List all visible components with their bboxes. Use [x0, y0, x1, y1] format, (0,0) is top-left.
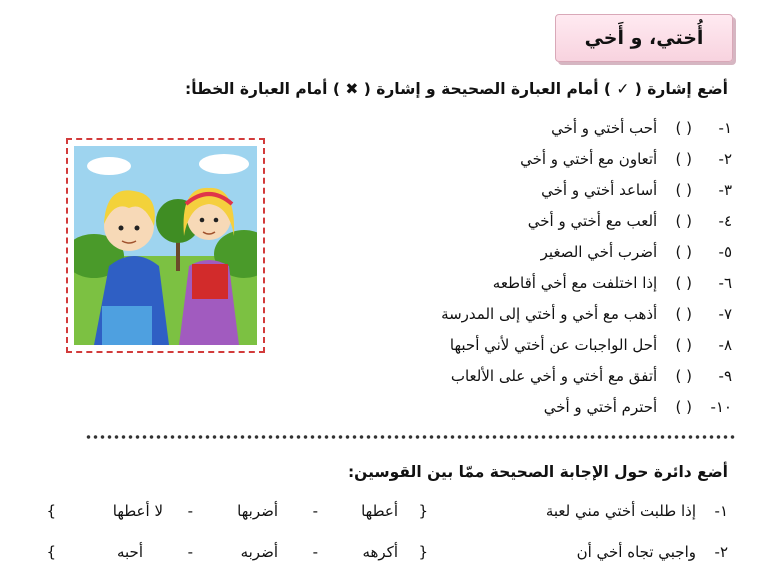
worksheet-title: [555, 14, 733, 62]
close-brace: }: [46, 502, 56, 520]
separator: -: [312, 543, 318, 561]
open-brace: {: [418, 543, 428, 561]
option-2[interactable]: أضربه: [240, 543, 278, 561]
item-number: ٣-: [718, 181, 732, 199]
item-text: أحب أختي و أخي: [551, 119, 658, 137]
question-row: [40, 496, 728, 526]
answer-box[interactable]: ( ): [675, 398, 692, 416]
item-number: ٧-: [718, 305, 732, 323]
separator: -: [187, 502, 193, 520]
siblings-image: [74, 146, 257, 345]
answer-box[interactable]: ( ): [675, 119, 692, 137]
title-text: أُختي، و أَخي: [584, 27, 704, 49]
question-row: [40, 537, 728, 567]
item-text: أضرب أخي الصغير: [540, 243, 658, 261]
answer-box[interactable]: ( ): [675, 150, 692, 168]
item-text: أساعد أختي و أخي: [541, 181, 658, 199]
list-item: [402, 175, 732, 206]
item-text: أتعاون مع أختي و أخي: [520, 150, 658, 168]
option-1[interactable]: أكرهه: [362, 543, 398, 561]
item-number: ٥-: [718, 243, 732, 261]
separator: -: [312, 502, 318, 520]
option-2[interactable]: أضربها: [237, 502, 278, 520]
item-number: ١-: [718, 119, 732, 137]
question-text: واجبي تجاه أخي أن: [576, 543, 696, 561]
item-text: إذا اختلفت مع أخي أقاطعه: [492, 274, 658, 292]
question-number: ٢-: [714, 543, 728, 561]
answer-box[interactable]: ( ): [675, 181, 692, 199]
section2-instruction: أضع دائرة حول الإجابة الصحيحة ممّا بين القوسين:: [347, 463, 728, 481]
option-1[interactable]: أعطها: [361, 502, 398, 520]
item-number: ٤-: [718, 212, 732, 230]
question-text: إذا طلبت أختي مني لعبة: [545, 502, 696, 520]
option-3[interactable]: لا أعطها: [112, 502, 163, 520]
item-number: ١٠-: [710, 398, 732, 416]
option-3[interactable]: أحبه: [116, 543, 143, 561]
list-item: [402, 299, 732, 330]
item-number: ٦-: [718, 274, 732, 292]
item-text: ألعب مع أختي و أخي: [527, 212, 658, 230]
siblings-illustration: [66, 138, 265, 353]
list-item: [402, 330, 732, 361]
item-number: ٩-: [718, 367, 732, 385]
list-item: [402, 237, 732, 268]
list-item: [402, 268, 732, 299]
true-false-list: [402, 113, 732, 423]
list-item: [402, 113, 732, 144]
item-text: أذهب مع أخي و أختي إلى المدرسة: [441, 305, 658, 323]
answer-box[interactable]: ( ): [675, 212, 692, 230]
item-number: ٨-: [718, 336, 732, 354]
close-brace: }: [46, 543, 56, 561]
answer-box[interactable]: ( ): [675, 274, 692, 292]
dotted-divider: [85, 434, 735, 440]
answer-box[interactable]: ( ): [675, 305, 692, 323]
list-item: [402, 206, 732, 237]
answer-box[interactable]: ( ): [675, 336, 692, 354]
question-number: ١-: [714, 502, 728, 520]
list-item: [402, 144, 732, 175]
answer-box[interactable]: ( ): [675, 243, 692, 261]
section1-instruction: أضع إشارة ( ✓ ) أمام العبارة الصحيحة و إشارة ( ✖ ) أمام العبارة الخطأ:: [185, 80, 728, 98]
answer-box[interactable]: ( ): [675, 367, 692, 385]
list-item: [402, 392, 732, 423]
list-item: [402, 361, 732, 392]
item-text: أحل الواجبات عن أختي لأني أحبها: [449, 336, 658, 354]
item-text: أحترم أختي و أخي: [543, 398, 658, 416]
item-text: أتفق مع أختي و أخي على الألعاب: [450, 367, 658, 385]
item-number: ٢-: [718, 150, 732, 168]
separator: -: [187, 543, 193, 561]
open-brace: {: [418, 502, 428, 520]
